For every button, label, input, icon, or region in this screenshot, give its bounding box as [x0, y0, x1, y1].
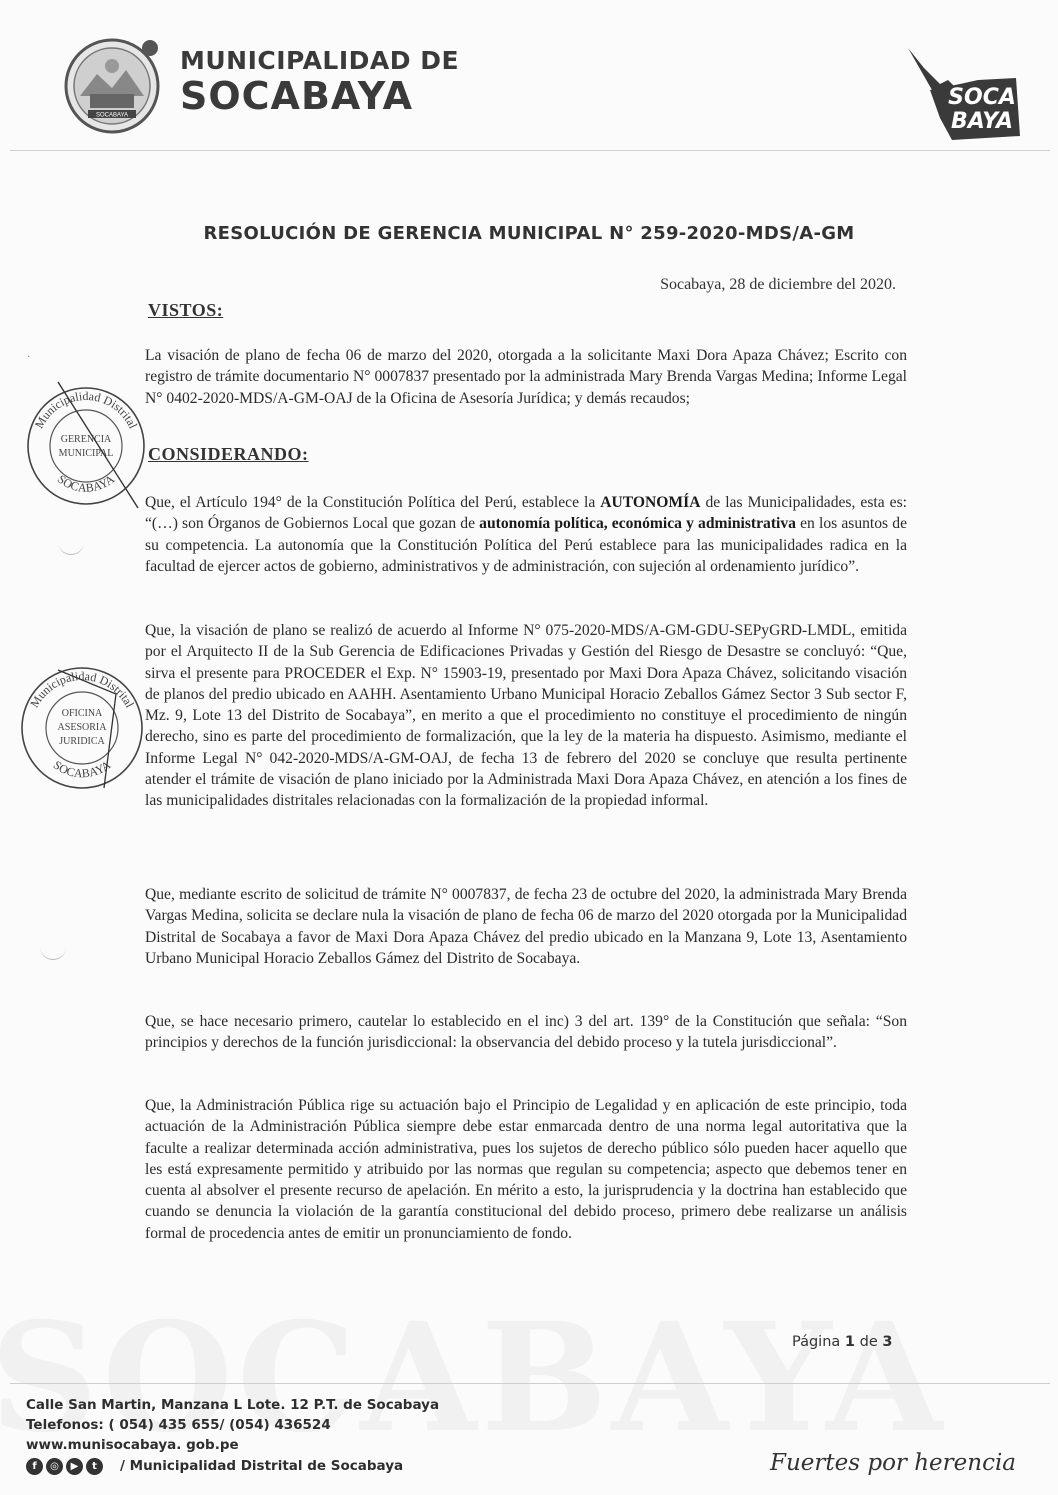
svg-text:SOCABAYA	[51, 757, 114, 780]
socabaya-brand-logo	[890, 40, 1030, 146]
stamp2-center-line3: JURIDICA	[59, 736, 105, 747]
footer-social-text: / Municipalidad Distrital de Socabaya	[120, 1458, 404, 1474]
facebook-icon: f	[26, 1458, 43, 1475]
page-number-total: 3	[882, 1334, 893, 1350]
paragraph-1-bold-autonomia: AUTONOMÍA	[600, 494, 701, 511]
footer-phones: Telefonos: ( 054) 435 655/ (054) 436524	[26, 1417, 331, 1433]
paragraph-1-text-a: Que, el Artículo 194° de la Constitución Política del Perú, establece la	[145, 494, 601, 511]
stamp1-center-line2: MUNICIPAL	[58, 448, 114, 459]
page-number-middle: de	[855, 1334, 883, 1350]
municipality-name-line1: MUNICIPALIDAD DE	[180, 46, 460, 75]
paragraph-1-text-e: en los asuntos de su competencia. La autonomía que la Constitución Política del Perú establece para las municipalidades radica en la facultad de ejercer actos de gobierno, administrativos y de administración, con sujeción al ordenamiento jurídico”.	[145, 515, 907, 575]
page-number-current: 1	[844, 1334, 855, 1350]
considerando-heading: CONSIDERANDO:	[148, 444, 309, 464]
stamp1-ring-bottom: SOCABAYA	[54, 471, 118, 495]
stamp1-ring-top: Municipalidad Distrital	[31, 388, 141, 431]
youtube-icon: ▶	[66, 1458, 83, 1475]
page-number	[792, 1334, 892, 1350]
paragraph-5: Que, la Administración Pública rige su actuación bajo el Principio de Legalidad y en aplicación de este principio, toda actuación de la Administración Pública siempre debe estar enmarcada dentro de una norma legal autoritativa que la faculte a realizar determinada acción administrativa, pues los sujetos de derecho público sólo pueden hacer aquello que les está expresamente permitido y atribuido por las normas que regulan su competencia; aspecto que debemos tener en cuenta al absolver el presente recurso de apelación. En mérito a esto, la jurisprudencia y la doctrina han establecido que cuando se denuncia la violación de la garantía constitucional del debido proceso, primero debe realizarse un análisis formal de procedencia antes de emitir un pronunciamiento de fondo.	[145, 1097, 907, 1242]
footer-slogan: Fuertes por herencia	[770, 1450, 1017, 1476]
resolution-title: RESOLUCIÓN DE GERENCIA MUNICIPAL N° 259-2020-MDS/A-GM	[203, 223, 855, 244]
paragraph-1-text-c: de las Municipalidades, esta es: “(…) son Órganos de Gobiernos Local que gozan de	[145, 494, 907, 533]
social-icons	[26, 1458, 103, 1475]
svg-text:SOCABAYA	[55, 472, 117, 495]
asesoria-juridica-stamp	[12, 658, 152, 803]
footer-address: Calle San Martin, Manzana L Lote. 12 P.T. de Socabaya	[26, 1397, 440, 1413]
paragraph-1-bold-autonomia-politica: autonomía política, económica y administrativa	[479, 515, 796, 533]
punch-hole	[40, 943, 66, 960]
stamp2-ring-bottom: SOCABAYA	[50, 757, 114, 781]
vistos-heading: VISTOS:	[148, 300, 224, 320]
stamp2-center-line2: ASESORIA	[57, 722, 107, 733]
brand-logo-line2: BAYA	[950, 109, 1014, 134]
twitter-icon: t	[86, 1458, 103, 1475]
paragraph-1	[145, 492, 907, 577]
municipality-name-line2: SOCABAYA	[180, 74, 413, 118]
scan-mark: ·	[27, 352, 31, 363]
crest-label: SOCABAYA	[95, 112, 129, 119]
stamp1-center-line1: GERENCIA	[60, 434, 112, 445]
paragraph-3: Que, mediante escrito de solicitud de trámite N° 0007837, de fecha 23 de octubre del 2020, la administrada Mary Brenda Vargas Medina, solicita se declare nula la visación de plano de fecha 06 de marzo del 2020 otorgada por la Municipalidad Distrital de Socabaya a favor de Maxi Dora Apaza Chávez del predio ubicado en la Manzana 9, Lote 13, Asentamiento Urbano Municipal Horacio Zeballos Gámez del Distrito de Socabaya.	[145, 886, 907, 967]
svg-text:Municipalidad Distrital	[27, 669, 137, 710]
stamp2-center-line1: OFICINA	[61, 708, 103, 719]
instagram-icon: ◎	[46, 1458, 63, 1475]
paragraph-2: Que, la visación de plano se realizó de acuerdo al Informe N° 075-2020-MDS/A-GM-GDU-SEPyGRD-LMDL, emitida por el Arquitecto II de la Sub Gerencia de Edificaciones Privadas y Gestión del Riesgo de Desastre se concluyó: “Que, sirva el presente para PROCEDER el Exp. N° 15903-19, presentado por Maxi Dora Apaza Chávez, solicitando visación de planos del predio ubicado en AAHH. Asentamiento Urbano Municipal Horacio Zeballos Gámez Sector 3 Sub sector F, Mz. 9, Lote 13 del Distrito de Socabaya”, en merito a que el procedimiento no constituye el procedimiento de ningún derecho, sino es parte del procedimiento de formalización, que la ley de la materia ha dispuesto. Asimismo, mediante el Informe Legal N° 042-2020-MDS/A-GM-OAJ, de fecha 13 de febrero del 2020 se concluye que resulta pertinente atender el trámite de visación de plano iniciado por la Administrada Maxi Dora Apaza Chávez, en atención a los fines de las municipalidades distritales relacionadas con la formalización de la propiedad informal.	[145, 622, 907, 810]
footer-website: www.munisocabaya. gob.pe	[26, 1437, 239, 1453]
punch-hole	[58, 538, 84, 555]
footer-divider	[10, 1383, 1050, 1384]
brand-logo-line1: SOCA	[948, 85, 1016, 110]
vistos-paragraph: La visación de plano de fecha 06 de marzo del 2020, otorgada a la solicitante Maxi Dora Apaza Chávez; Escrito con registro de trámite documentario N° 0007837 presentado por la administrada Mary Brenda Vargas Medina; Informe Legal N° 0402-2020-MDS/A-GM-OAJ de la Oficina de Asesoría Jurídica; y demás recaudos;	[145, 347, 907, 407]
paragraph-4: Que, se hace necesario primero, cautelar lo establecido en el inc) 3 del art. 139° de la Constitución que señala: “Son principios y derechos de la función jurisdiccional: la observancia del debido proceso y la tutela jurisdiccional”.	[145, 1013, 907, 1052]
stamp2-ring-top: Municipalidad Distrital	[27, 668, 137, 710]
gerencia-municipal-stamp	[18, 378, 153, 518]
document-date: Socabaya, 28 de diciembre del 2020.	[660, 276, 896, 293]
municipal-crest-logo	[62, 36, 162, 136]
header-divider	[10, 150, 1050, 151]
page-number-prefix: Página	[792, 1334, 845, 1350]
